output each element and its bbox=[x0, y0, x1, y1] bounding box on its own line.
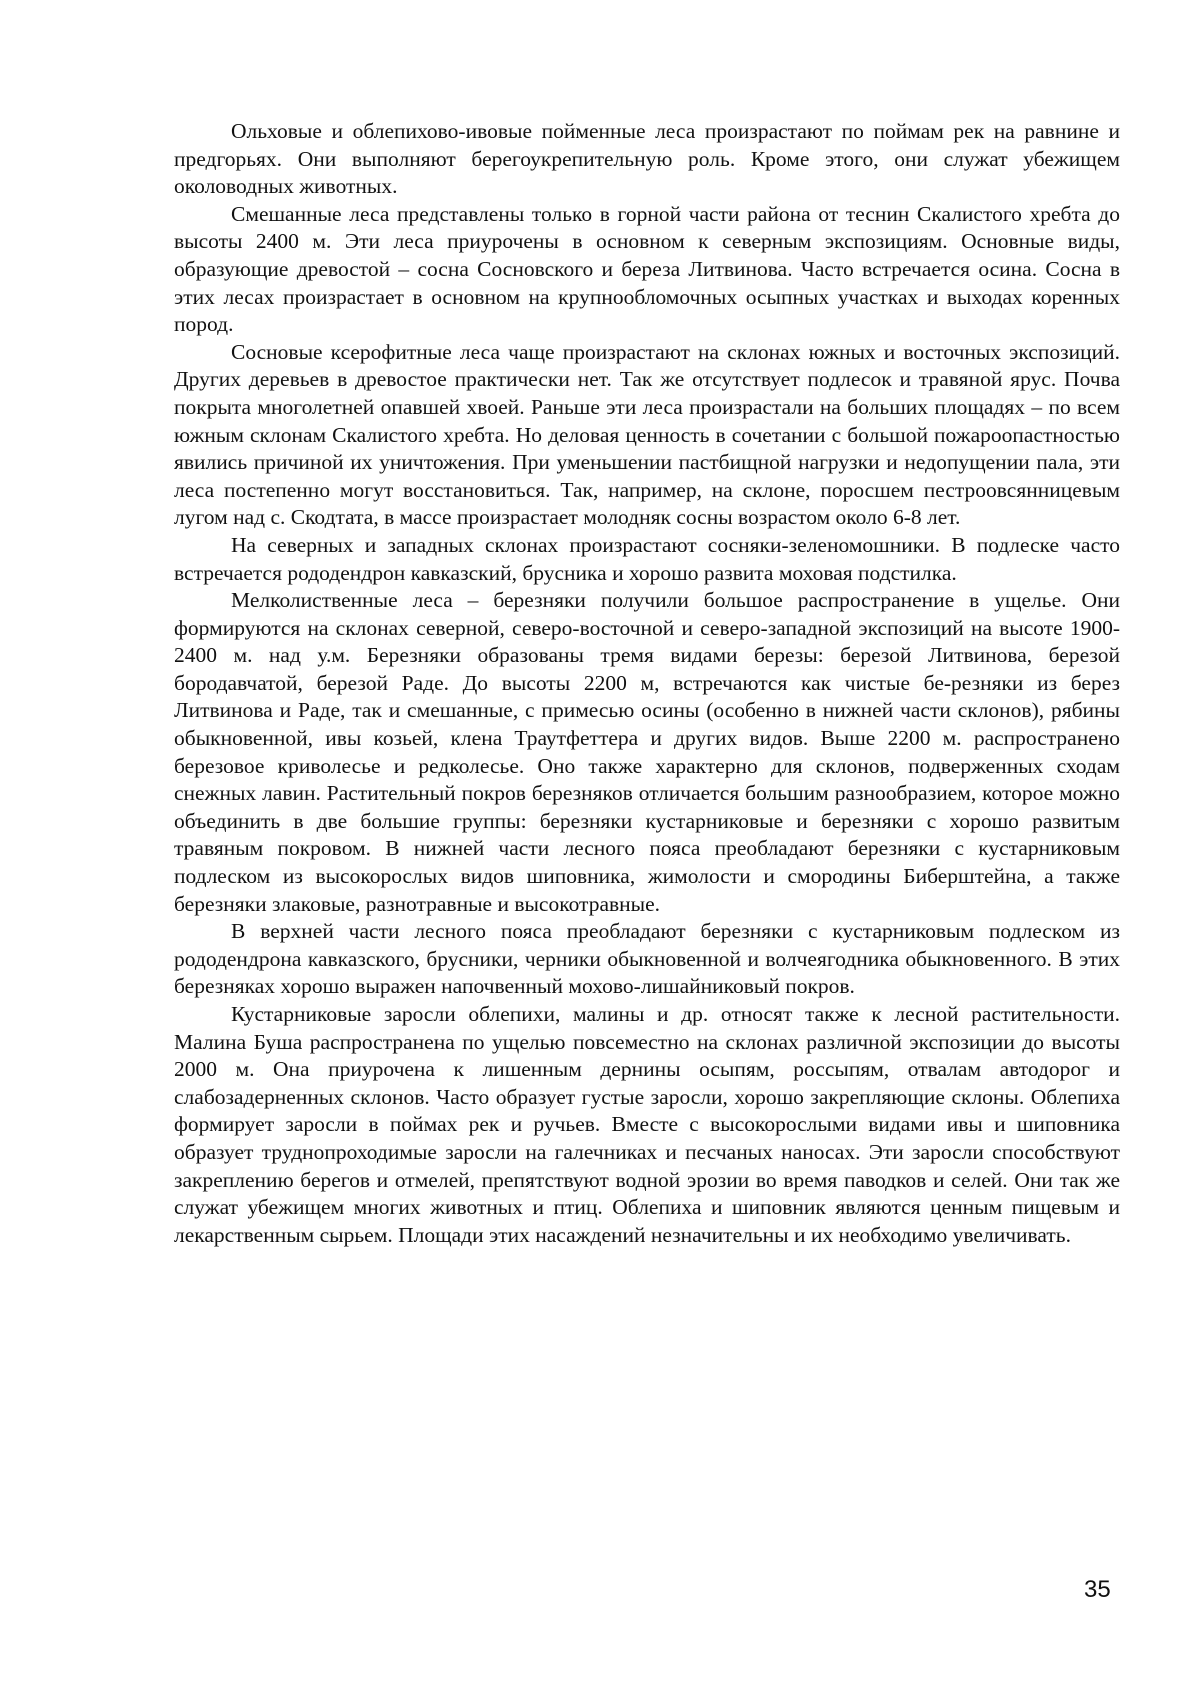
page-number: 35 bbox=[1084, 1576, 1111, 1603]
paragraph-green-moss-pine: На северных и западных склонах произрастают сосняки-зеленомошники. В подлеске часто встречается рододендрон кавказский, брусника и хорошо развита моховая подстилка. bbox=[174, 532, 1120, 585]
paragraph-alder-forests: Ольховые и облепихово-ивовые пойменные леса произрастают по поймам рек на равнине и предгорьях. Они выполняют берегоукрепительную роль. Кроме этого, они служат убежищем околоводных животных. bbox=[174, 119, 1120, 199]
paragraph-mixed-forests: Смешанные леса представлены только в горной части района от теснин Скалистого хребта до высоты 2400 м. Эти леса приурочены в основном к северным экспозициям. Основные виды, образующие древостой – сосна Сосновского и береза Литвинова. Часто встречается осина. Сосна в этих лесах произрастает в основном на крупнообломочных осыпных участках и выходах коренных пород. bbox=[174, 201, 1120, 337]
body-text bbox=[174, 118, 1120, 1249]
paragraph-shrub-thickets: Кустарниковые заросли облепихи, малины и др. относят также к лесной растительности. Малина Буша распространена по ущелью повсеместно на склонах различной экспозиции до высоты 2000 м. Она приурочена к лишенным дернины осыпям, россыпям, отвалам автодорог и слабозадерненных склонов. Часто образует густые заросли, хорошо закрепляющие склоны. Облепиха формирует заросли в поймах рек и ручьев. Вместе с высокорослыми видами ивы и шиповника образует труднопроходимые заросли на галечниках и песчаных наносах. Эти заросли способствуют закреплению берегов и отмелей, препятствуют водной эрозии во время паводков и селей. Они так же служат убежищем многих животных и птиц. Облепиха и шиповник являются ценным пищевым и лекарственным сырьем. Площади этих насаждений незначительны и их необходимо увеличивать. bbox=[174, 1002, 1120, 1247]
paragraph-birch-forests: Мелколиственные леса – березняки получили большое распространение в ущелье. Они формируются на склонах северной, северо-восточной и северо-западной экспозиций на высоте 1900-2400 м. над у.м. Березняки образованы тремя видами березы: березой Литвинова, березой бородавчатой, березой Раде. До высоты 2200 м, встречаются как чистые бе-резняки из берез Литвинова и Раде, так и смешанные, с примесью осины (особенно в нижней части склонов), рябины обыкновенной, ивы козьей, клена Траутфеттера и других видов. Выше 2200 м. распространено березовое криволесье и редколесье. Оно также характерно для склонов, подверженных сходам снежных лавин. Растительный покров березняков отличается большим разнообразием, которое можно объединить в две большие группы: березняки кустарниковые и березняки с хорошо развитым травяным покровом. В нижней части лесного пояса преобладают березняки с кустарниковым подлеском из высокорослых видов шиповника, жимолости и смородины Биберштейна, а также березняки злаковые, разнотравные и высокотравные. bbox=[174, 588, 1120, 916]
paragraph-pine-forests: Сосновые ксерофитные леса чаще произрастают на склонах южных и восточных экспозиций. Других деревьев в древостое практически нет. Так же отсутствует подлесок и травяной ярус. Почва покрыта многолетней опавшей хвоей. Раньше эти леса произрастали на больших площадях – по всем южным склонам Скалистого хребта. Но деловая ценность в сочетании с большой пожароопастностью явились причиной их уничтожения. При уменьшении пастбищной нагрузки и недопущении пала, эти леса постепенно могут восстановиться. Так, например, на склоне, поросшем пестроовсянницевым лугом над с. Скодтата, в массе произрастает молодняк сосны возрастом около 6-8 лет. bbox=[174, 339, 1120, 530]
paragraph-upper-forest-belt: В верхней части лесного пояса преобладают березняки с кустарниковым подлеском из рододендрона кавказского, брусники, черники обыкновенной и волчеягодника обыкновенного. В этих березняках хорошо выражен напочвенный мохово-лишайниковый покров. bbox=[174, 919, 1120, 999]
